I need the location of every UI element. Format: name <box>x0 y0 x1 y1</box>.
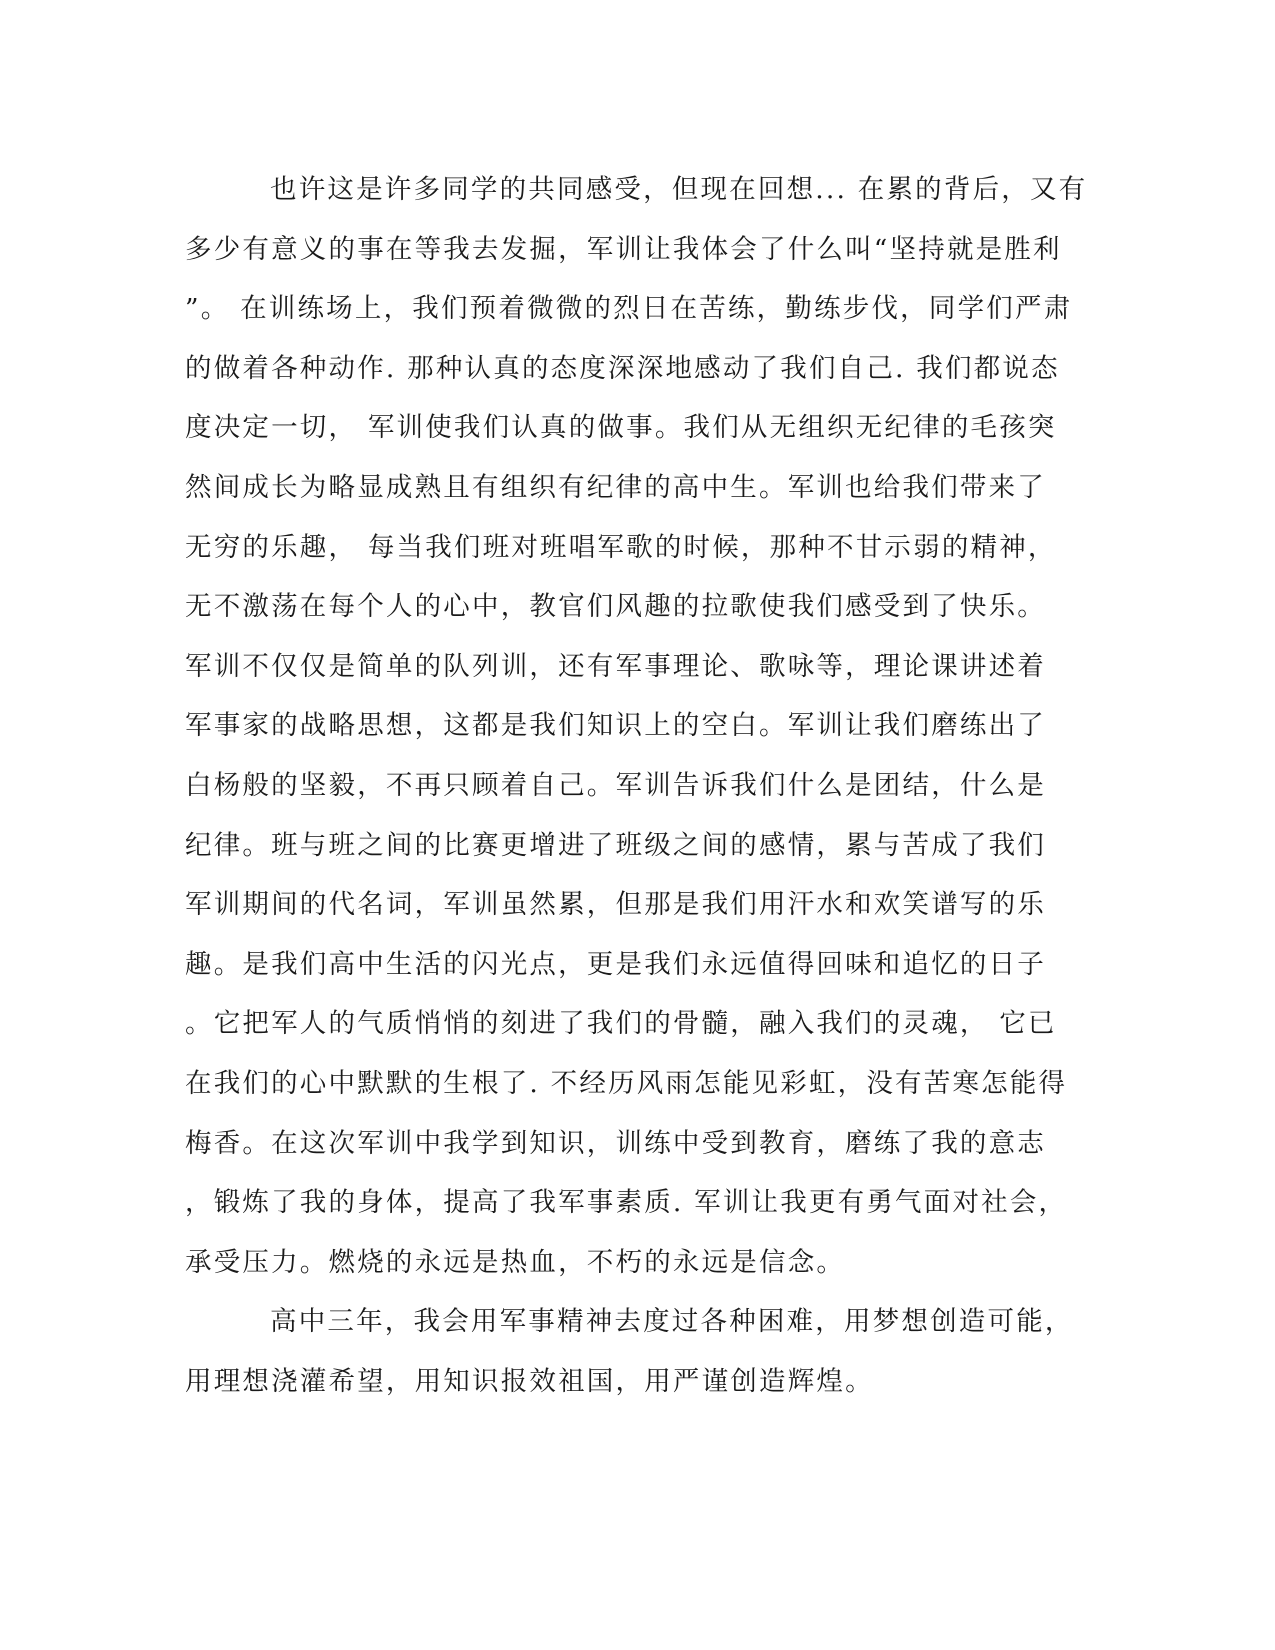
paragraph-2 <box>185 1292 1085 1411</box>
text-line: 承受压力。燃烧的永远是热血，不朽的永远是信念。 <box>185 1246 846 1278</box>
text-line: 然间成长为略显成熟且有组织有纪律的高中生。军训也给我们带来了 <box>185 471 1046 503</box>
text-line: 军训不仅仅是简单的队列训，还有军事理论、歌咏等，理论课讲述着 <box>185 650 1046 682</box>
text-line: 也许这是许多同学的共同感受，但现在回想... 在累的背后，又有 <box>185 174 1088 205</box>
text-line: 高中三年，我会用军事精神去度过各种困难，用梦想创造可能， <box>185 1306 1074 1338</box>
text-line: 。它把军人的气质悄悄的刻进了我们的骨髓，融入我们的灵魂， 它已 <box>185 1008 1057 1040</box>
text-line: 多少有意义的事在等我去发掘，军训让我体会了什么叫“坚持就是胜利 <box>185 233 1062 265</box>
text-line: 梅香。在这次军训中我学到知识，训练中受到教育，磨练了我的意志 <box>185 1127 1046 1159</box>
text-line: 趣。是我们高中生活的闪光点，更是我们永远值得回味和追忆的日子 <box>185 948 1046 980</box>
text-line: 无不激荡在每个人的心中，教官们风趣的拉歌使我们感受到了快乐。 <box>185 591 1046 623</box>
text-line: 纪律。班与班之间的比赛更增进了班级之间的感情，累与苦成了我们 <box>185 829 1046 861</box>
text-line: 军事家的战略思想，这都是我们知识上的空白。军训让我们磨练出了 <box>185 710 1046 742</box>
text-line: 无穷的乐趣， 每当我们班对班唱军歌的时候，那种不甘示弱的精神， <box>185 531 1057 563</box>
body-text <box>185 160 1088 1411</box>
text-line: ，锻炼了我的身体，提高了我军事素质. 军训让我更有勇气面对社会， <box>185 1187 1068 1219</box>
text-line: 的做着各种动作. 那种认真的态度深深地感动了我们自己. 我们都说态 <box>185 352 1060 384</box>
text-line: 度决定一切， 军训使我们认真的做事。我们从无组织无纪律的毛孩突 <box>185 412 1057 444</box>
text-line: ”。 在训练场上，我们预着微微的烈日在苦练，勤练步伐，同学们严肃 <box>185 293 1073 325</box>
text-line: 白杨般的坚毅，不再只顾着自己。军训告诉我们什么是团结，什么是 <box>185 769 1046 801</box>
text-line: 在我们的心中默默的生根了. 不经历风雨怎能见彩虹，没有苦寒怎能得 <box>185 1067 1068 1099</box>
text-line: 用理想浇灌希望，用知识报效祖国，用严谨创造辉煌。 <box>185 1365 874 1397</box>
text-line: 军训期间的代名词，军训虽然累，但那是我们用汗水和欢笑谱写的乐 <box>185 889 1046 921</box>
paragraph-1 <box>185 160 1088 1292</box>
